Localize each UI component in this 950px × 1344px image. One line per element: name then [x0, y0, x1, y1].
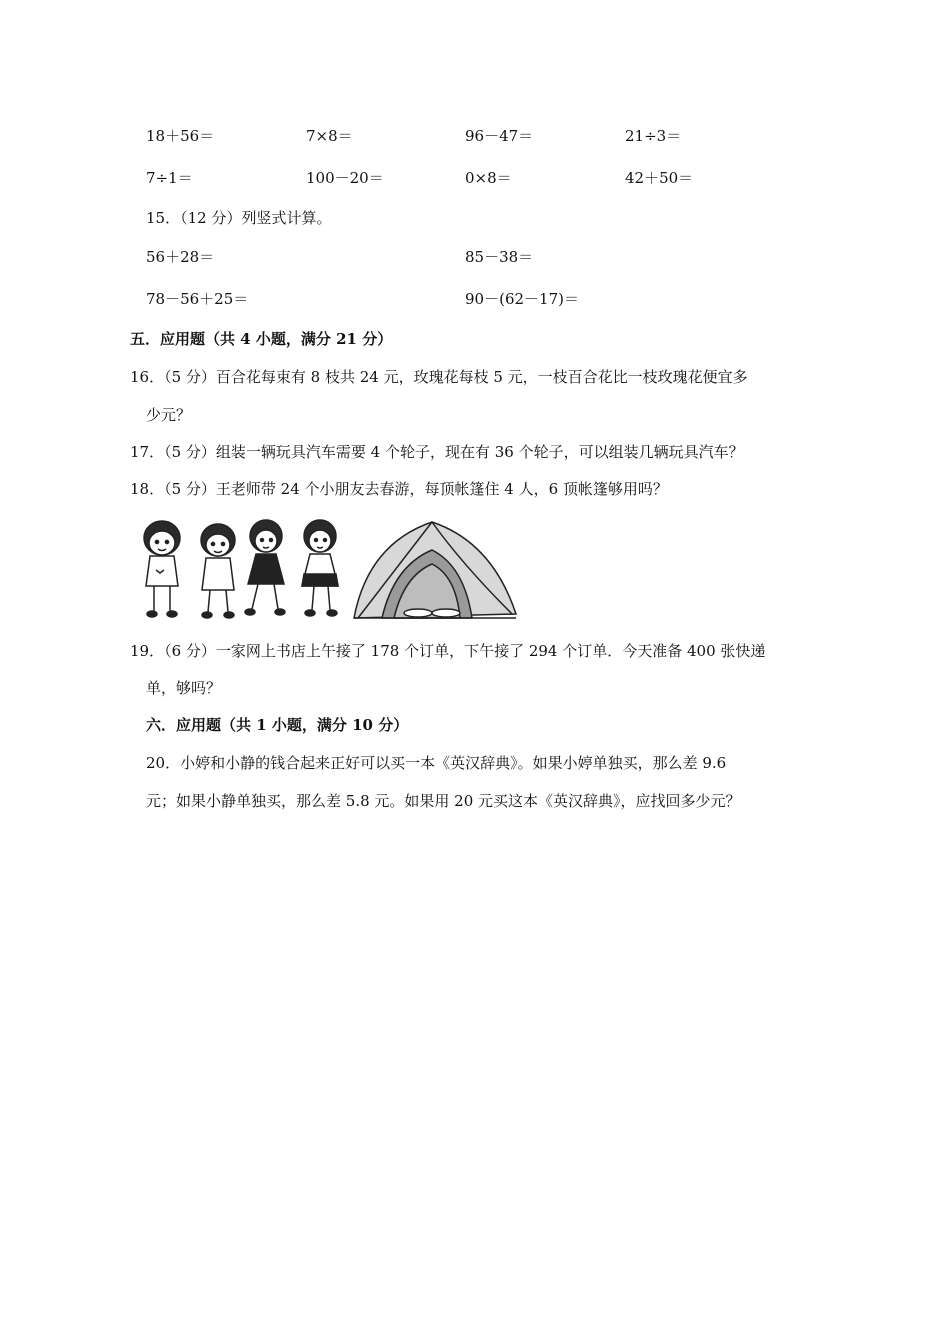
question-19-line-2: 单，够吗？	[146, 679, 222, 697]
section-5-heading: 五．应用题（共 4 小题，满分 21 分）	[130, 330, 393, 348]
question-19-line-1: 19．（6 分）一家网上书店上午接了 178 个订单，下午接了 294 个订单．今天准备 400 张快递	[130, 642, 766, 660]
q15-item-3: 78－56＋25＝	[146, 290, 249, 308]
question-16-line-2: 少元？	[146, 406, 192, 424]
section-6-heading: 六．应用题（共 1 小题，满分 10 分）	[146, 716, 409, 734]
question-20-line-1: 20．小婷和小静的钱合起来正好可以买一本《英汉辞典》。如果小婷单独买，那么差 9.6	[146, 754, 727, 772]
oral-calc-1-2: 7×8＝	[306, 127, 353, 145]
oral-calc-2-4: 42＋50＝	[625, 169, 694, 187]
q15-item-2: 85－38＝	[465, 248, 534, 266]
oral-calc-2-3: 0×8＝	[465, 169, 512, 187]
question-15-title: 15．（12 分）列竖式计算。	[146, 209, 332, 227]
oral-calc-2-1: 7÷1＝	[146, 169, 193, 187]
oral-calc-1-4: 21÷3＝	[625, 127, 682, 145]
oral-calc-1-3: 96－47＝	[465, 127, 534, 145]
children-and-tent-illustration	[132, 514, 520, 626]
question-18: 18．（5 分）王老师带 24 个小朋友去春游，每顶帐篷住 4 人，6 顶帐篷够用吗？	[130, 480, 668, 498]
oral-calc-1-1: 18＋56＝	[146, 127, 215, 145]
oral-calc-2-2: 100－20＝	[306, 169, 384, 187]
question-17: 17．（5 分）组装一辆玩具汽车需要 4 个轮子，现在有 36 个轮子，可以组装几辆玩具汽车？	[130, 443, 744, 461]
question-16-line-1: 16．（5 分）百合花每束有 8 枝共 24 元，玫瑰花每枝 5 元，一枝百合花比一枝玫瑰花便宜多	[130, 368, 748, 386]
question-20-line-2: 元；如果小静单独买，那么差 5.8 元。如果用 20 元买这本《英汉辞典》，应找回多少元？	[146, 792, 741, 810]
q15-item-4: 90－(62－17)＝	[465, 290, 579, 308]
q15-item-1: 56＋28＝	[146, 248, 215, 266]
